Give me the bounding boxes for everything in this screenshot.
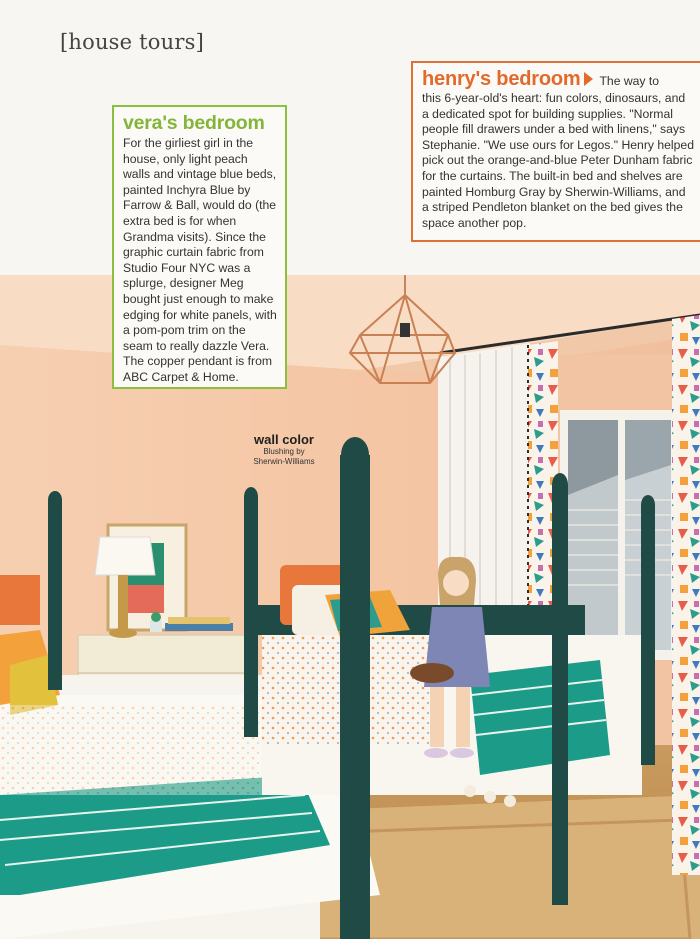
wall-color-brand: Sherwin-Williams — [253, 457, 315, 466]
wall-color-label: wall color — [254, 432, 314, 447]
wall-color-callout — [234, 432, 334, 467]
vera-caption-box — [112, 105, 287, 389]
section-label: [house tours] — [60, 30, 204, 54]
vera-body: For the girliest girl in the house, only light peach walls and vintage blue beds, painted Inchyra Blue by Farrow & Ball, would do (the extra bed is for when Grandma visits). Since the graphic curtain fabric from Studio Four NYC was a splurge, designer Meg bought just enough to make edging for white panels, with a pom-pom trim on the seam to really dazzle Vera. The copper pendant is from ABC Carpet & Home. — [123, 136, 277, 384]
henry-body: this 6-year-old's heart: fun colors, dinosaurs, and a dedicated spot for building supplies. "Normal people fill drawers under a bed with linens," says Stephanie. "We use ours for Legos." Henry helped pick out the orange-and-blue Peter Dunham fabric for the curtains. The built-in bed and shelves are painted Homburg Gray by Sherwin-Williams, and a striped Pendleton blanket on the bed gives the space another pop. — [422, 91, 694, 230]
arrow-right-icon — [584, 72, 593, 86]
henry-lead: The way to — [599, 74, 660, 88]
henry-heading: henry's bedroom — [422, 68, 581, 90]
wall-color-name: Blushing by — [263, 447, 305, 456]
bedroom-illustration — [0, 275, 700, 939]
vera-heading: vera's bedroom — [123, 112, 265, 134]
bedroom-photo — [0, 275, 700, 939]
henry-caption-box — [411, 61, 700, 242]
